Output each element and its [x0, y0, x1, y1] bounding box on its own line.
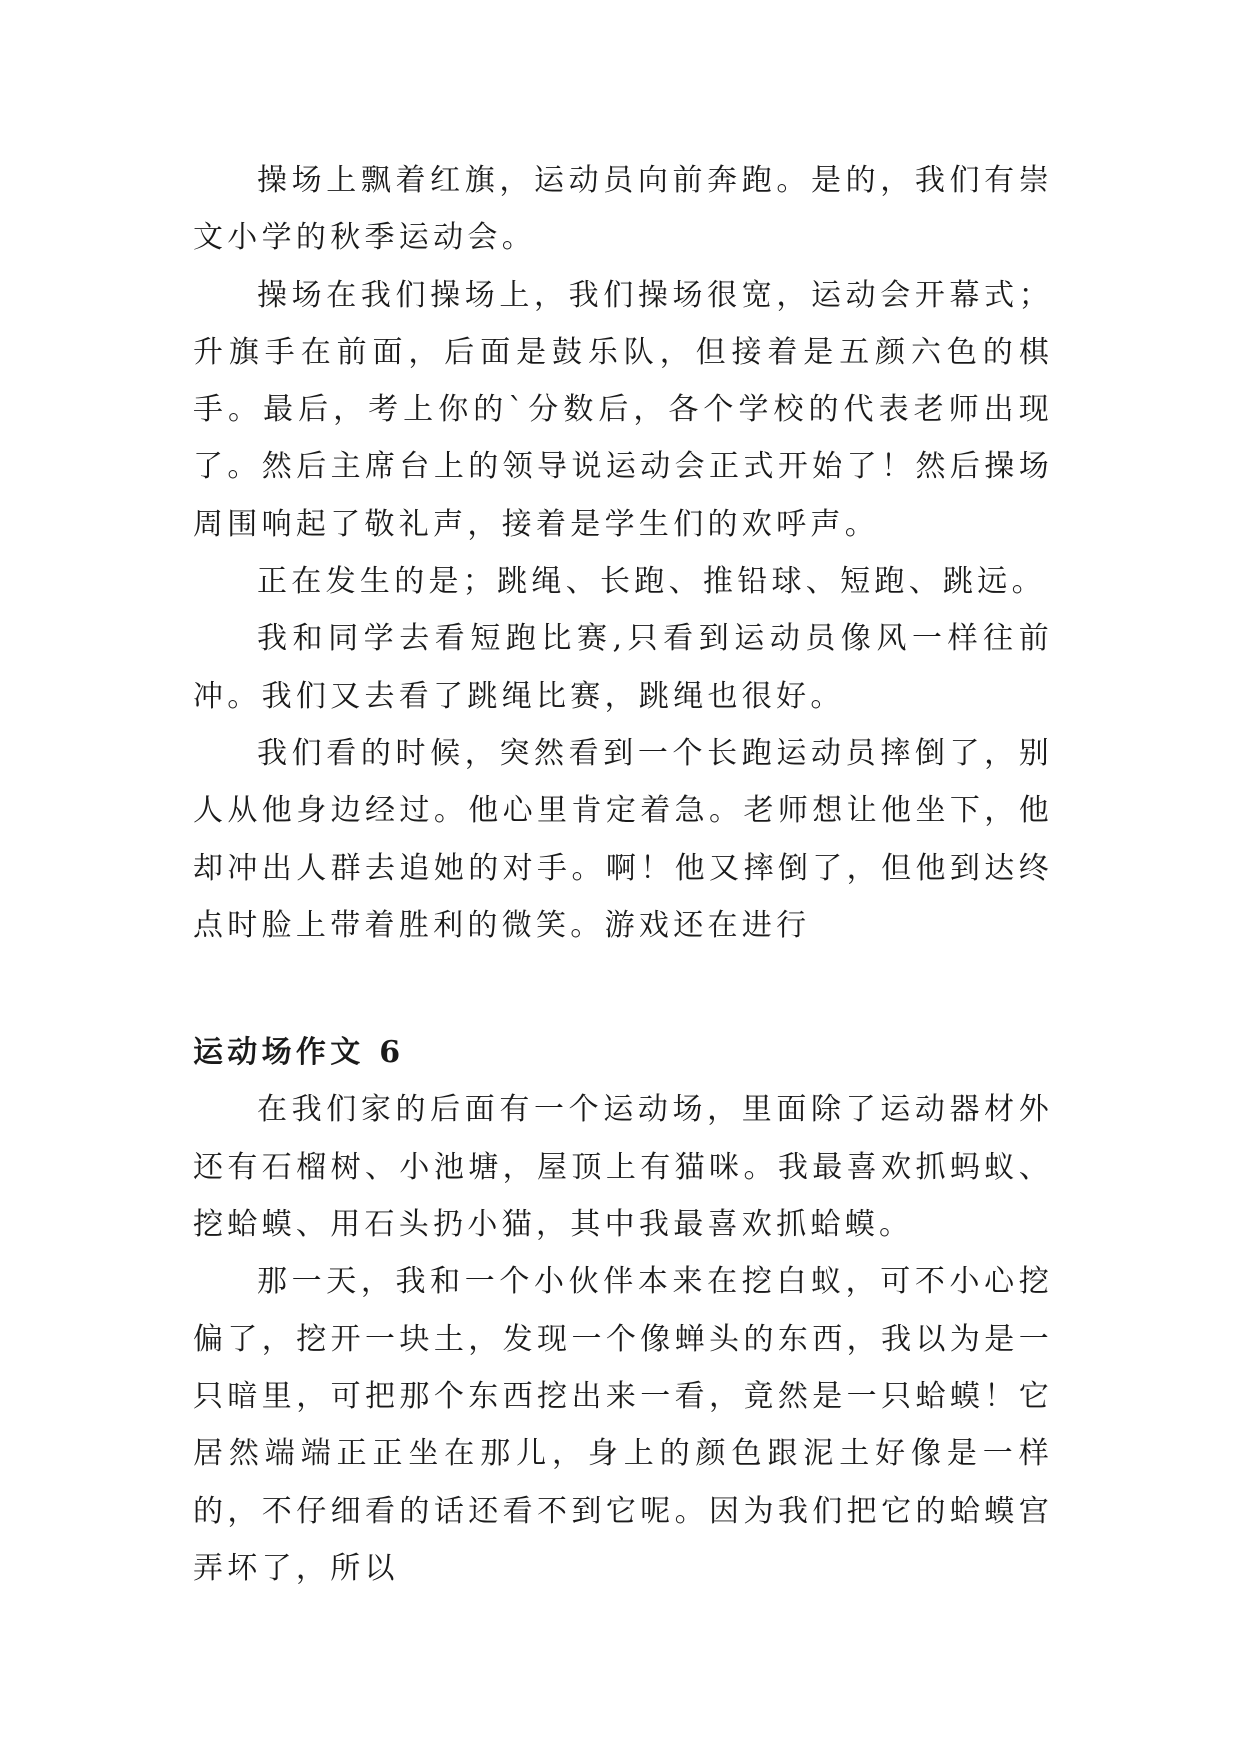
paragraph: 我和同学去看短跑比赛,只看到运动员像风一样往前冲。我们又去看了跳绳比赛，跳绳也很好。 [193, 621, 1053, 714]
document-body [193, 152, 1053, 1597]
paragraph: 操场上飘着红旗，运动员向前奔跑。是的，我们有崇文小学的秋季运动会。 [193, 163, 1053, 256]
paragraph: 正在发生的是；跳绳、长跑、推铅球、短跑、跳远。 [257, 564, 1046, 600]
paragraph: 那一天，我和一个小伙伴本来在挖白蚁，可不小心挖偏了，挖开一块土，发现一个像蝉头的东西，我以为是一只暗里，可把那个东西挖出来一看，竟然是一只蛤蟆！它居然端端正正坐在那儿，身上的颜色跟泥土好像是一样的，不仔细看的话还看不到它呢。因为我们把它的蛤蟆宫弄坏了，所以 [193, 1264, 1053, 1586]
paragraph: 在我们家的后面有一个运动场，里面除了运动器材外还有石榴树、小池塘，屋顶上有猫咪。我最喜欢抓蚂蚁、挖蛤蟆、用石头扔小猫，其中我最喜欢抓蛤蟆。 [193, 1092, 1053, 1243]
section-heading: 运动场作文 6 [193, 1035, 405, 1071]
paragraph: 我们看的时候，突然看到一个长跑运动员摔倒了，别人从他身边经过。他心里肯定着急。老师想让他坐下，他却冲出人群去追她的对手。啊！他又摔倒了，但他到达终点时脸上带着胜利的微笑。游戏还在进行 [193, 735, 1053, 943]
paragraph: 操场在我们操场上，我们操场很宽，运动会开幕式；升旗手在前面，后面是鼓乐队，但接着是五颜六色的棋手。最后，考上你的`分数后，各个学校的代表老师出现了。然后主席台上的领导说运动会正式开始了！然后操场周围响起了敬礼声，接着是学生们的欢呼声。 [193, 277, 1053, 542]
